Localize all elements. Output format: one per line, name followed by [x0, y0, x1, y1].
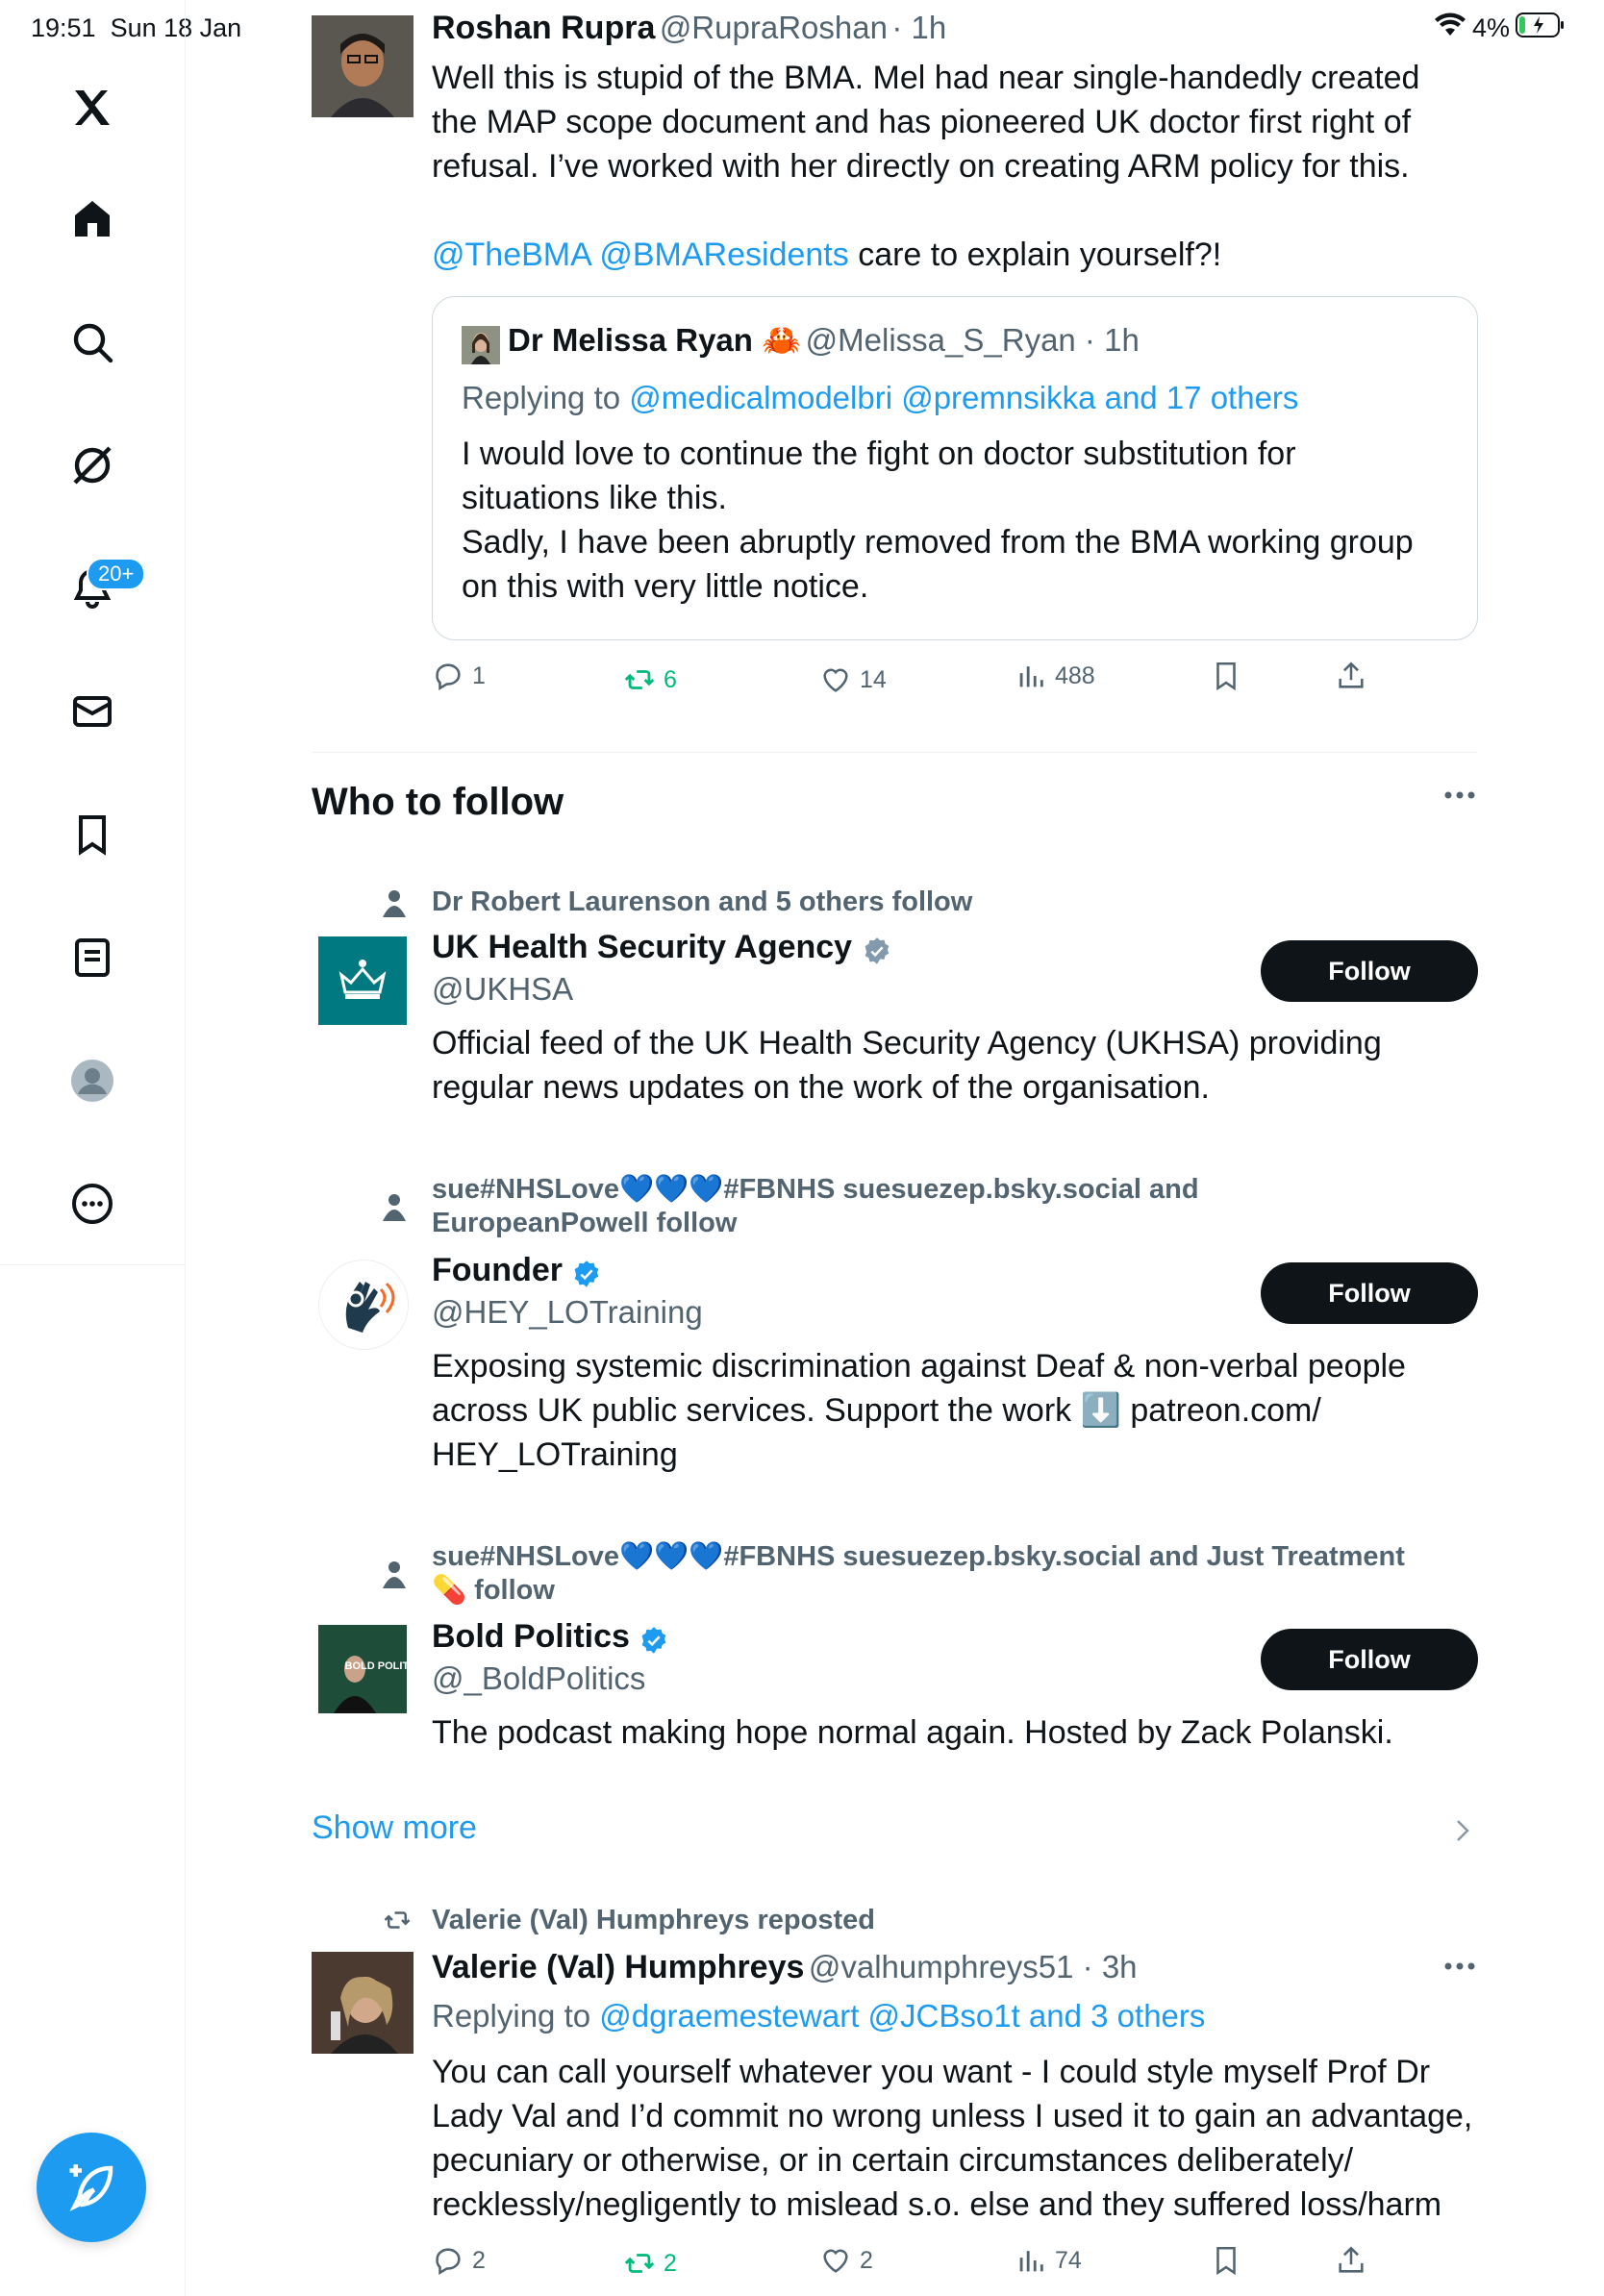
tweet-text: You can call yourself whatever you want - I could style myself Prof Dr Lady Val and I’d commit no wrong unless I used it to gain an advantage, pecuniary or otherwise, or in certain circumstances deliberately/ recklessly/negligently to mislead s.o. else and they suffered loss/harm [432, 2054, 1473, 2223]
account-name[interactable]: Founder [432, 1252, 563, 1288]
follow-button[interactable]: Follow [1261, 940, 1478, 1002]
share-icon [1335, 2244, 1367, 2277]
account-name[interactable]: Bold Politics [432, 1618, 630, 1655]
quote-author-name: Dr Melissa Ryan 🦀 [508, 322, 802, 358]
tweet-header [432, 1949, 1138, 1986]
tweet-text: Well this is stupid of the BMA. Mel had near single-handedly created the MAP scope document and has pioneered UK doctor first right of refusal. I’ve worked with her directly on creating ARM policy for this. @TheBMA @BMAResidents care to explain yourself?! [432, 60, 1420, 273]
author-handle[interactable]: @RupraRoshan [659, 10, 888, 45]
repost-context[interactable]: Valerie (Val) Humphreys reposted [432, 1905, 875, 1935]
replying-to-links[interactable]: @medicalmodelbri @premnsikka and 17 others [629, 380, 1299, 415]
notifications-badge: 20+ [87, 558, 145, 590]
avatar[interactable] [318, 1260, 409, 1350]
person-icon [381, 1560, 408, 1588]
tweet-time[interactable]: · 1h [891, 10, 947, 45]
sidebar [0, 0, 186, 2296]
reply-button[interactable]: 2 [432, 2244, 486, 2277]
quote-avatar [462, 326, 500, 364]
follow-button[interactable]: Follow [1261, 1629, 1478, 1690]
heart-icon [819, 2244, 852, 2277]
battery-icon [1516, 12, 1566, 45]
tweet-header [432, 10, 946, 47]
who-to-follow-title: Who to follow [312, 781, 564, 823]
avatar[interactable] [312, 15, 414, 117]
repost-icon [381, 1906, 414, 1934]
heart-icon [819, 663, 852, 696]
quote-author-handle: @Melissa_S_Ryan · 1h [805, 322, 1140, 358]
person-icon [381, 1192, 408, 1221]
account-bio: The podcast making hope normal again. Hosted by Zack Polanski. [432, 1714, 1393, 1751]
account-handle[interactable]: @UKHSA [432, 971, 574, 1007]
bookmark-icon [1210, 2244, 1242, 2277]
verified-gray-icon [863, 936, 891, 970]
reply-icon [432, 660, 464, 692]
wifi-icon [1434, 12, 1466, 44]
mention-link[interactable]: @BMAResidents [599, 237, 849, 273]
author-name[interactable]: Roshan Rupra [432, 10, 656, 46]
account-handle[interactable]: @HEY_LOTraining [432, 1294, 703, 1330]
repost-icon [623, 2247, 656, 2280]
views-icon [1015, 660, 1047, 692]
avatar[interactable] [318, 1625, 427, 1713]
quote-text: I would love to continue the fight on doctor substitution for situations like this. Sadly, I have been abruptly removed from the BMA working group on this with very little notice. [462, 436, 1414, 605]
bookmark-button[interactable] [1210, 2244, 1242, 2277]
home-icon[interactable] [65, 192, 119, 246]
bookmark-icon[interactable] [65, 808, 119, 861]
more-options-icon[interactable] [1442, 788, 1477, 806]
reply-icon [432, 2244, 464, 2277]
verified-icon [572, 1260, 601, 1293]
more-icon[interactable] [65, 1177, 119, 1231]
avatar[interactable] [318, 936, 407, 1025]
reply-button[interactable]: 1 [432, 660, 486, 692]
show-more-link[interactable]: Show more [312, 1809, 477, 1846]
quote-tweet[interactable] [432, 296, 1478, 640]
repost-icon [623, 663, 656, 696]
person-icon [381, 888, 408, 917]
chevron-right-icon[interactable] [1454, 1817, 1471, 1849]
views-icon [1015, 2244, 1047, 2277]
author-handle[interactable]: @valhumphreys51 · 3h [808, 1949, 1138, 1984]
profile-avatar-icon[interactable] [65, 1054, 119, 1108]
account-handle[interactable]: @_BoldPolitics [432, 1660, 646, 1696]
follow-context: sue#NHSLove💙💙💙#FBNHS suesuezep.bsky.social and EuropeanPowell follow [432, 1174, 1199, 1238]
mention-link[interactable]: @TheBMA [432, 237, 590, 273]
verified-icon [639, 1626, 668, 1660]
divider [312, 752, 1477, 753]
compose-button[interactable] [37, 2133, 146, 2242]
mail-icon[interactable] [65, 685, 119, 738]
bookmark-icon [1210, 660, 1242, 692]
follow-context: Dr Robert Laurenson and 5 others follow [432, 886, 973, 917]
replying-to-links[interactable]: @dgraemestewart @JCBso1t and 3 others [599, 1998, 1206, 2034]
grok-icon[interactable] [65, 438, 119, 492]
sidebar-divider [0, 1264, 185, 1265]
share-button[interactable] [1335, 660, 1367, 692]
like-button[interactable]: 14 [819, 663, 887, 696]
avatar-logo-text: BOLD POLITICS [344, 1660, 427, 1672]
search-icon[interactable] [65, 315, 119, 369]
lists-icon[interactable] [65, 931, 119, 985]
battery-percent: 4% [1471, 13, 1510, 42]
account-bio: Exposing systemic discrimination against Deaf & non-verbal people across UK public services. Support the work ⬇️ patreon.com/ HEY_LOTraining [432, 1348, 1406, 1473]
views-button[interactable]: 488 [1015, 660, 1095, 692]
replying-to: Replying to @dgraemestewart @JCBso1t and 3 others [432, 1998, 1206, 2034]
avatar[interactable] [312, 1952, 414, 2054]
author-name[interactable]: Valerie (Val) Humphreys [432, 1949, 805, 1985]
more-options-icon[interactable] [1442, 1959, 1477, 1977]
views-button[interactable]: 74 [1015, 2244, 1082, 2277]
compose-feather-icon [63, 2159, 120, 2216]
status-time: 19:51 Sun 18 Jan [31, 13, 242, 42]
follow-button[interactable]: Follow [1261, 1262, 1478, 1324]
share-button[interactable] [1335, 2244, 1367, 2277]
x-logo-icon[interactable] [65, 81, 119, 135]
follow-context: sue#NHSLove💙💙💙#FBNHS suesuezep.bsky.social and Just Treatment 💊 follow [432, 1541, 1405, 1606]
replying-to: Replying to @medicalmodelbri @premnsikka and 17 others [462, 380, 1299, 415]
like-button[interactable]: 2 [819, 2244, 873, 2277]
account-name[interactable]: UK Health Security Agency [432, 929, 853, 965]
repost-button[interactable]: 2 [623, 2247, 677, 2280]
account-bio: Official feed of the UK Health Security Agency (UKHSA) providing regular news updates on the work of the organisation. [432, 1025, 1382, 1106]
share-icon [1335, 660, 1367, 692]
status-indicators [1434, 12, 1566, 45]
repost-button[interactable]: 6 [623, 663, 677, 696]
bookmark-button[interactable] [1210, 660, 1242, 692]
